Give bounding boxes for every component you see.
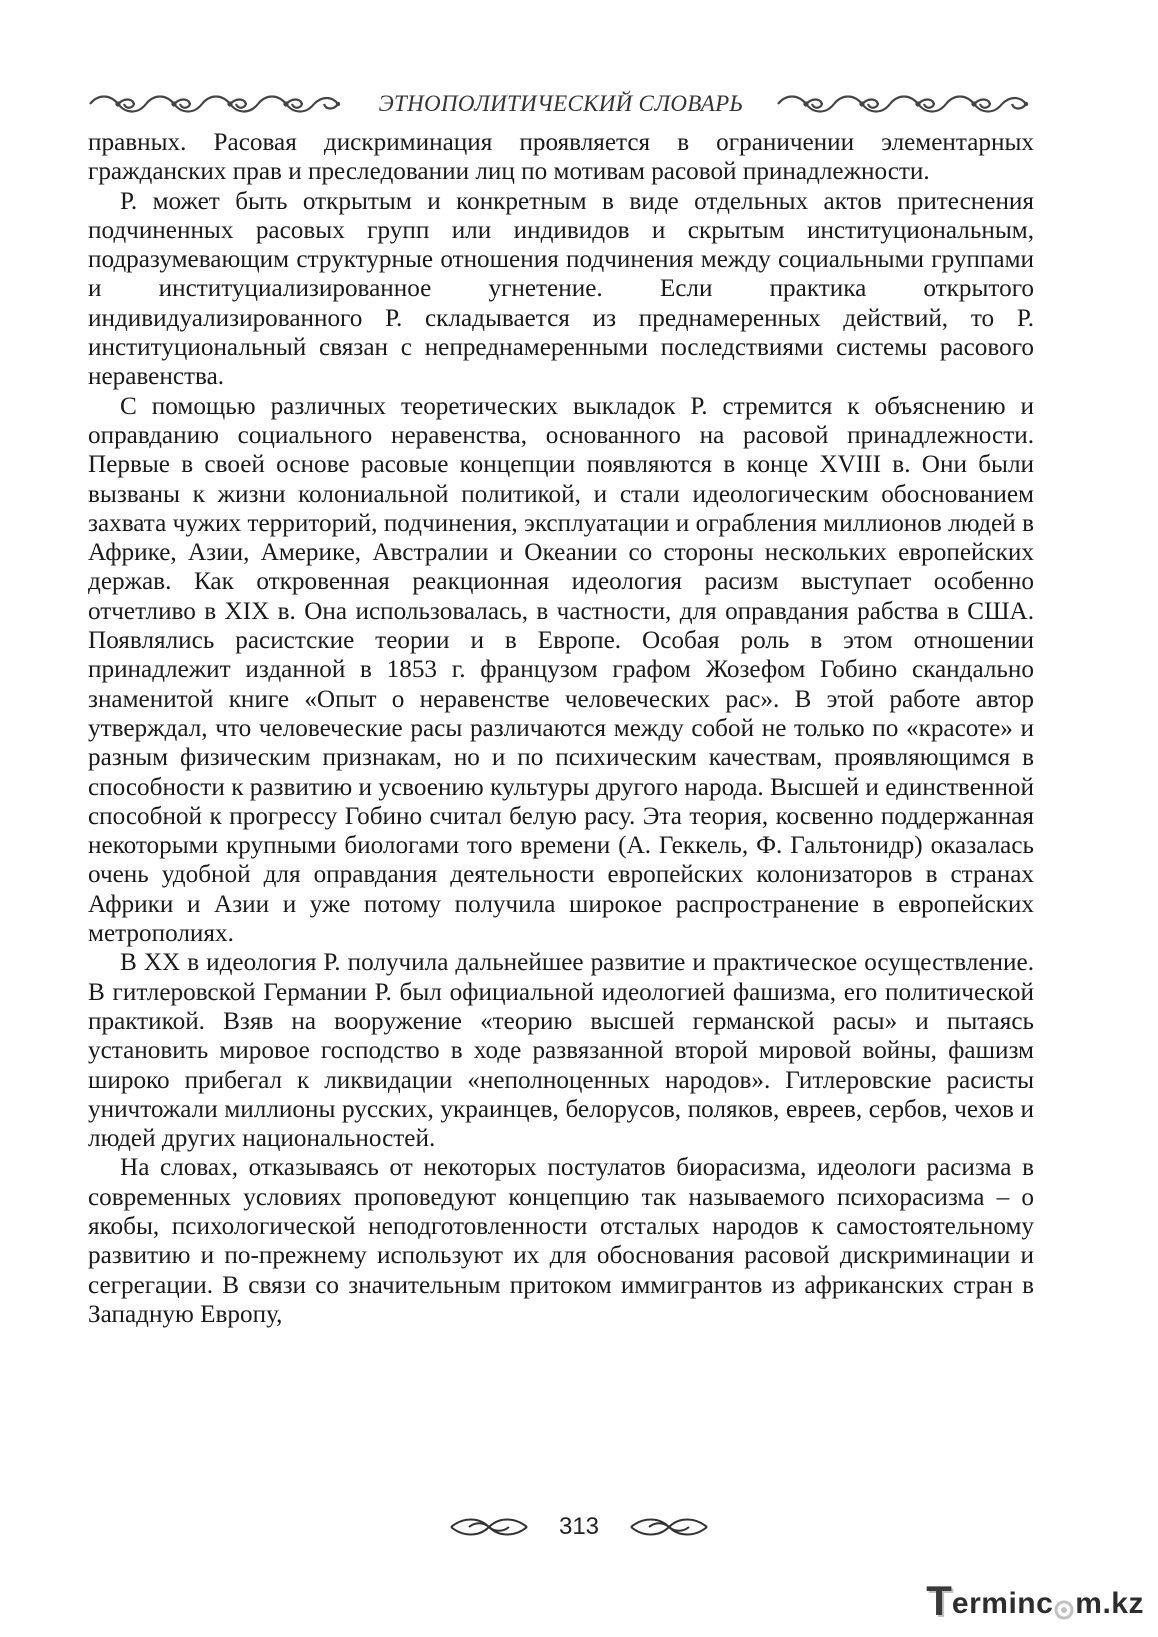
page-footer xyxy=(0,1510,1158,1544)
watermark-o-circle-icon xyxy=(1053,1591,1075,1621)
flourish-left-icon xyxy=(449,1514,529,1540)
page-header xyxy=(88,84,1034,124)
page-number: 313 xyxy=(558,1513,600,1540)
watermark-initial: T xyxy=(926,1577,952,1624)
ornament-strip-left-icon xyxy=(88,92,346,116)
paragraph: На словах, отказываясь от некоторых постулатов биорасизма, идеологи расизма в современных условиях проповедуют концепцию так называемого психорасизма – о якобы, психологической неподготовленности отсталых народов к самостоятельному развитию и по-прежнему используют их для обоснования расовой дискриминации и сегрегации. В связи со значительным притоком иммигрантов из африканских стран в Западную Европу, xyxy=(88,1154,1034,1328)
watermark-domain: m.kz xyxy=(1075,1587,1144,1620)
watermark-text: erminc xyxy=(951,1587,1054,1620)
paragraph-continued: правных. Расовая дискриминация проявляется в ограничении элементарных гражданских прав и преследовании лиц по мотивам расовой принадлежности. xyxy=(88,129,1034,186)
site-watermark-logo xyxy=(926,1577,1144,1624)
paragraph: С помощью различных теоретических выкладок Р. стремится к объяснению и оправданию социального неравенства, основанного на расовой принадлежности. Первые в своей основе расовые концепции появляются в конце XVIII в. Они были вызваны к жизни колониальной политикой, и стали идеологическим обоснованием захвата чужих территорий, подчинения, эксплуатации и ограбления миллионов людей в Африке, Азии, Америке, Австралии и Океании со стороны нескольких европейских держав. Как откровенная реакционная идеология расизм выступает особенно отчетливо в XIX в. Она использовалась, в частности, для оправдания рабства в США. Появлялись расистские теории и в Европе. Особая роль в этом отношении принадлежит изданной в 1853 г. французом графом Жозефом Гобино скандально знаменитой книге «Опыт о неравенстве человеческих рас». В этой работе автор утверждал, что человеческие расы различаются между собой не только по «красоте» и разным физическим признакам, но и по психическим качествам, проявляющимся в способности к развитию и усвоению культуры другого народа. Высшей и единственной способной к прогрессу Гобино считал белую расу. Эта теория, косвенно поддержанная некоторыми крупными биологами того времени (А. Геккель, Ф. Гальтонидр) оказалась очень удобной для оправдания деятельности европейских колонизаторов в странах Африки и Азии и уже потому получила широкое распространение в европейских метрополиях. xyxy=(88,392,1034,948)
running-header-title: ЭТНОПОЛИТИЧЕСКИЙ СЛОВАРЬ xyxy=(378,91,744,116)
paragraph: Р. может быть открытым и конкретным в виде отдельных актов притеснения подчиненных расовых групп или индивидов и скрытым институциональным, подразумевающим структурные отношения подчинения между социальными группами и институциализированное угнетение. Если практика открытого индивидуализированного Р. складывается из преднамеренных действий, то Р. институциональный связан с непреднамеренными последствиями системы расового неравенства. xyxy=(88,187,1034,391)
flourish-right-icon xyxy=(629,1514,709,1540)
article-body xyxy=(88,128,1034,1329)
ornament-strip-right-icon xyxy=(776,92,1034,116)
paragraph: В XX в идеология Р. получила дальнейшее развитие и практическое осуществление. В гитлеровской Германии Р. был официальной идеологией фашизма, его политической практикой. Взяв на вооружение «теорию высшей германской расы» и пытаясь установить мировое господство в ходе развязанной второй мировой войны, фашизм широко прибегал к ликвидации «неполноценных народов». Гитлеровские расисты уничтожали миллионы русских, украинцев, белорусов, поляков, евреев, сербов, чехов и людей других национальностей. xyxy=(88,949,1034,1153)
